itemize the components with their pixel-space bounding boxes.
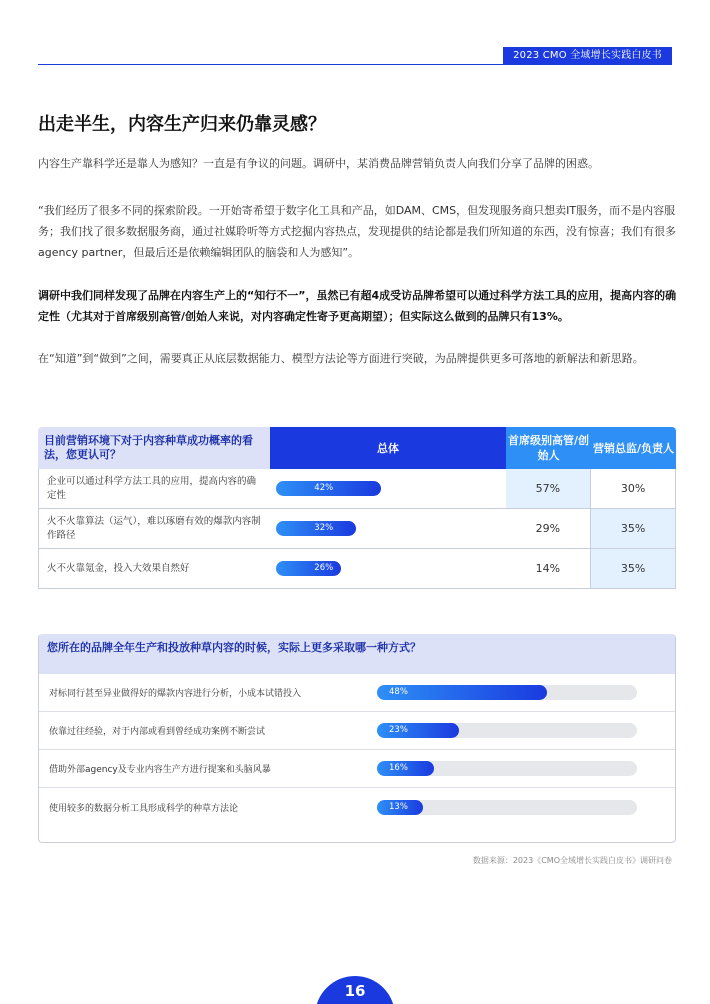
chart-body xyxy=(39,674,675,826)
exec-value: 14% xyxy=(535,562,561,575)
table-question: 目前营销环境下对于内容种草成功概率的看法，您更认可？ xyxy=(38,427,270,469)
bar-track xyxy=(377,723,637,738)
exec-value: 57% xyxy=(506,469,591,508)
row-label: 企业可以通过科学方法工具的应用，提高内容的确定性 xyxy=(47,475,257,501)
data-source: 数据来源：2023《CMO全域增长实践白皮书》调研问卷 xyxy=(472,856,672,865)
overall-bar: 26% xyxy=(276,561,341,576)
chart-row xyxy=(39,788,675,826)
chart-row xyxy=(39,750,675,788)
chart-bar: 13% xyxy=(377,800,423,815)
row-label: 火不火靠氪金，投入大效果自然好 xyxy=(47,562,190,574)
mkt-value: 30% xyxy=(590,469,675,508)
mkt-value: 35% xyxy=(590,549,675,588)
chart-row xyxy=(39,674,675,712)
col-overall: 总体 xyxy=(270,427,506,469)
bar-track xyxy=(377,761,637,776)
overall-bar: 42% xyxy=(276,481,381,496)
intro-paragraph: 内容生产靠科学还是靠人为感知？一直是有争议的问题。调研中，某消费品牌营销负责人向我们分享了品牌的困惑。 xyxy=(38,157,599,170)
col-exec: 首席级别高管/创始人 xyxy=(506,427,591,469)
chart-category-label: 对标同行甚至异业做得好的爆款内容进行分析，小成本试错投入 xyxy=(49,689,302,699)
chart-category-label: 使用较多的数据分析工具形成科学的种草方法论 xyxy=(49,803,239,814)
overall-bar-cell xyxy=(270,469,505,508)
col-mkt: 营销总监/负责人 xyxy=(591,427,676,469)
page-number: 16 xyxy=(315,976,395,1004)
overall-bar: 32% xyxy=(276,521,356,536)
table-body xyxy=(38,469,676,589)
chart-row xyxy=(39,712,675,750)
chart-bar: 16% xyxy=(377,761,434,776)
chart-category-label: 依靠过往经验，对于内部或看到曾经成功案例不断尝试 xyxy=(49,727,266,737)
bar-track xyxy=(377,800,637,815)
table-row xyxy=(39,509,675,549)
finding-paragraph: 调研中我们同样发现了品牌在内容生产上的“知行不一”，虽然已有超4成受访品牌希望可以通过科学方法工具的应用，提高内容的确定性（尤其对于首席级别高管/创始人来说，对内容确定性寄予更高期望）；但实际这么做到的品牌只有13%。 xyxy=(38,289,677,323)
overall-bar-cell xyxy=(270,549,505,588)
chart-bar: 23% xyxy=(377,723,459,738)
table-row xyxy=(39,549,675,589)
exec-value: 29% xyxy=(535,522,561,535)
conclusion-paragraph: 在“知道”到“做到”之间，需要真正从底层数据能力、模型方法论等方面进行突破，为品牌提供更多可落地的新解法和新思路。 xyxy=(38,352,644,365)
opinion-table xyxy=(38,427,676,589)
chart-title: 您所在的品牌全年生产和投放种草内容的时候，实际上更多采取哪一种方式？ xyxy=(39,634,675,674)
chart-category-label: 借助外部agency及专业内容生产方进行提案和头脑风暴 xyxy=(49,765,271,775)
quote-paragraph: “我们经历了很多不同的探索阶段。一开始寄希望于数字化工具和产品，如DAM、CMS，但发现服务商只想卖IT服务，而不是内容服务；我们找了很多数据服务商，通过社媒聆听等方式挖掘内容热点，发现提供的结论都是我们所知道的东西，没有惊喜；我们有很多agency partner，但最后还是依赖编辑团队的脑袋和人为感知”。 xyxy=(38,204,676,259)
chart-bar: 48% xyxy=(377,685,547,700)
table-header xyxy=(38,427,676,469)
table-row xyxy=(39,469,675,509)
overall-bar-cell xyxy=(270,509,505,548)
page-title: 出走半生，内容生产归来仍靠灵感？ xyxy=(38,114,326,135)
method-chart xyxy=(38,634,676,843)
mkt-value: 35% xyxy=(590,509,675,548)
bar-track xyxy=(377,685,637,700)
header-tag: 2023 CMO 全域增长实践白皮书 xyxy=(503,47,672,65)
row-label: 火不火靠算法（运气），难以琢磨有效的爆款内容制作路径 xyxy=(47,515,261,541)
